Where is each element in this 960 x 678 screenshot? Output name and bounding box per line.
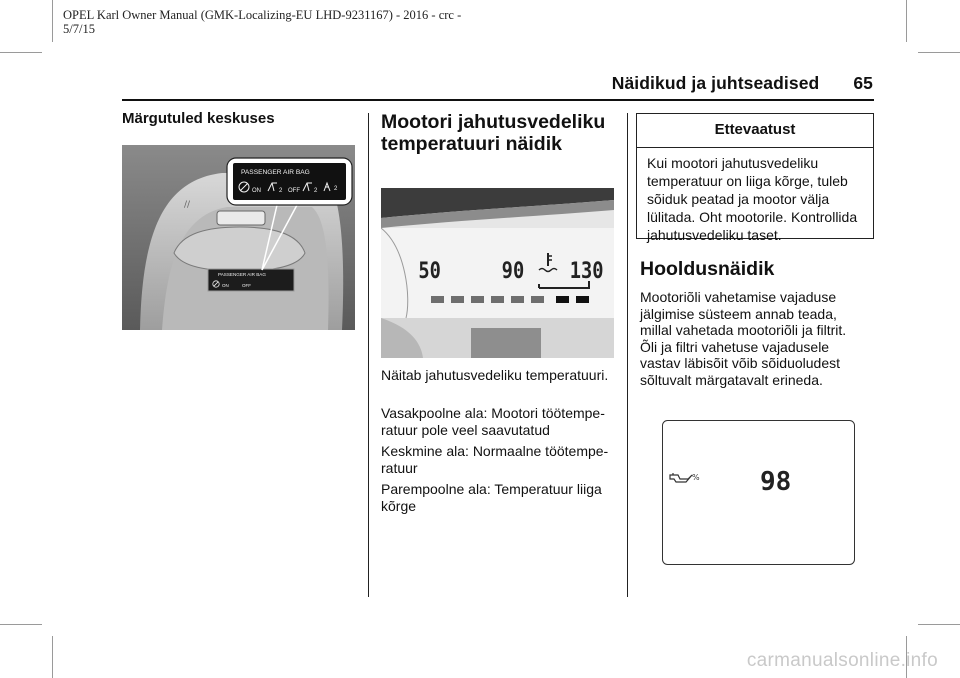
text-line: Parempoolne ala: Temperatuur liiga	[381, 481, 602, 497]
heading-line: temperatuuri näidik	[381, 133, 562, 155]
caution-box	[636, 113, 874, 243]
crop-mark	[906, 0, 907, 42]
heading-coolant-gauge	[381, 111, 605, 155]
section-title: Näidikud ja juhtseadised	[611, 73, 820, 93]
oil-life-value: 98	[760, 467, 792, 497]
text-line: jälgimise süsteem annab teada,	[640, 305, 837, 322]
service-paragraph	[640, 289, 846, 388]
heading-center-indicators: Märgutuled keskuses	[122, 110, 275, 127]
crop-mark	[0, 52, 42, 53]
caution-divider	[637, 147, 873, 148]
column-divider	[627, 113, 628, 597]
svg-text://: //	[184, 200, 191, 210]
crop-mark	[918, 52, 960, 53]
text-line: ratuur	[381, 459, 418, 476]
text-line: sõltuvalt märgatavalt erineda.	[640, 371, 823, 388]
print-meta-line2: 5/7/15	[63, 22, 95, 36]
caution-title: Ettevaatust	[714, 121, 796, 138]
crop-mark	[0, 624, 42, 625]
text-line: temperatuur on liiga kõrge, tuleb	[647, 173, 848, 189]
gauge-label-130: 130	[569, 257, 604, 284]
text-line: Kui mootori jahutusvedeliku	[647, 155, 819, 171]
header-rule	[122, 99, 874, 101]
text-line: Vasakpoolne ala: Mootori töötempe-	[381, 405, 605, 421]
text-line: Õli ja filtri vahetuse vajadusele	[640, 338, 830, 355]
print-meta	[63, 8, 503, 36]
text-line: Mootoriõli vahetamise vajaduse	[640, 289, 837, 305]
text-line: millal vahetada mootoriõli ja filtrit.	[640, 322, 847, 338]
coolant-gauge-figure	[381, 188, 614, 358]
page-number: 65	[853, 73, 873, 93]
paragraph-right-zone	[381, 481, 602, 514]
airbag-indicator-figure	[122, 145, 355, 330]
paragraph-middle-zone	[381, 443, 608, 476]
small-panel-off: OFF	[242, 283, 251, 288]
text-line: vastav läbisõit võib sõiduoludest	[640, 355, 841, 371]
crop-mark	[52, 636, 53, 678]
callout-num-2: 2	[314, 188, 318, 194]
gauge-caption: Näitab jahutusvedeliku temperatuuri.	[381, 367, 609, 383]
column-divider	[368, 113, 369, 597]
small-panel-on: ON	[222, 283, 229, 288]
callout-num-1: 2	[279, 188, 283, 194]
text-line: kõrge	[381, 497, 417, 514]
heading-line: Mootori jahutusvedeliku	[381, 111, 606, 133]
text-line: ratuur pole veel saavutatud	[381, 421, 550, 438]
callout-off: OFF	[288, 188, 300, 194]
caution-text	[647, 154, 867, 244]
text-line: lülitada. Oht mootorile. Kontrollida	[647, 209, 858, 225]
running-header	[612, 73, 873, 94]
text-line: Keskmine ala: Normaalne töötempe-	[381, 443, 609, 459]
text-line: sõiduk peatad ja mootor välja	[647, 191, 830, 207]
paragraph-left-zone	[381, 405, 605, 438]
crop-mark	[52, 0, 53, 42]
gauge-label-90: 90	[501, 257, 525, 284]
text-line: jahutusvedeliku taset.	[647, 227, 782, 243]
gauge-label-50: 50	[418, 257, 441, 284]
callout-on: ON	[252, 188, 261, 194]
print-meta-line1: OPEL Karl Owner Manual (GMK-Localizing-EU LHD-9231167) - 2016 - crc -	[63, 8, 462, 22]
heading-service-indicator: Hooldusnäidik	[640, 258, 775, 280]
callout-title: PASSENGER AIR BAG	[241, 169, 310, 176]
small-panel-title: PASSENGER AIR BAG	[218, 272, 266, 277]
crop-mark	[918, 624, 960, 625]
callout-num-3: 2	[334, 186, 338, 192]
oil-life-display-figure	[662, 420, 855, 565]
watermark: carmanualsonline.info	[746, 650, 938, 671]
oil-percent-sign: %	[692, 473, 700, 482]
